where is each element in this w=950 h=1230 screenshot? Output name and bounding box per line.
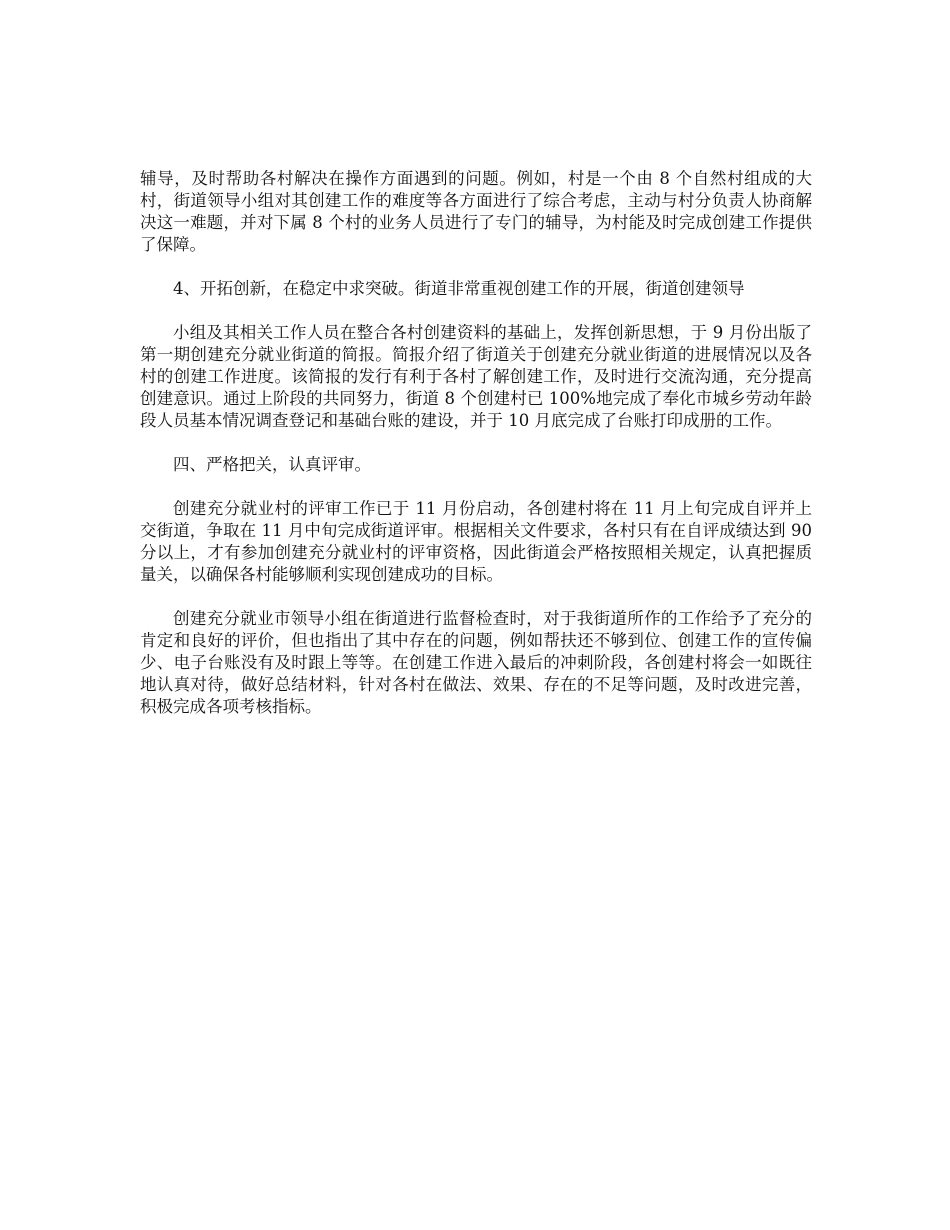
document-body (140, 168, 812, 740)
paragraph-2: 4、开拓创新，在稳定中求突破。街道非常重视创建工作的开展，街道创建领导 (173, 279, 745, 298)
section-heading: 四、严格把关，认真评审。 (173, 455, 371, 474)
paragraph-4: 创建充分就业村的评审工作已于 11 月份启动，各创建村将在 11 月上旬完成自评并上交街道，争取在 11 月中旬完成街道评审。根据相关文件要求，各村只有在自评成绩达到 90 分以上，才有参加创建充分就业村的评审资格，因此街道会严格按照相关规定，认真把握质量关，以确保各村能够顺利实现创建成功的目标。 (140, 499, 812, 584)
paragraph-5: 创建充分就业市领导小组在街道进行监督检查时，对于我街道所作的工作给予了充分的肯定和良好的评价，但也指出了其中存在的问题，例如帮扶还不够到位、创建工作的宣传偏少、电子台账没有及时跟上等等。在创建工作进入最后的冲刺阶段，各创建村将会一如既往地认真对待，做好总结材料，针对各村在做法、效果、存在的不足等问题，及时改进完善，积极完成各项考核指标。 (140, 609, 812, 716)
paragraph-3: 小组及其相关工作人员在整合各村创建资料的基础上，发挥创新思想，于 9 月份出版了第一期创建充分就业街道的简报。简报介绍了街道关于创建充分就业街道的进展情况以及各村的创建工作进度。该简报的发行有利于各村了解创建工作，及时进行交流沟通，充分提高创建意识。通过上阶段的共同努力，街道 8 个创建村已 100%地完成了奉化市城乡劳动年龄段人员基本情况调查登记和基础台账的建设，并于 10 月底完成了台账打印成册的工作。 (140, 323, 812, 430)
paragraph-1: 辅导，及时帮助各村解决在操作方面遇到的问题。例如，村是一个由 8 个自然村组成的大村，街道领导小组对其创建工作的难度等各方面进行了综合考虑，主动与村分负责人协商解决这一难题，并对下属 8 个村的业务人员进行了专门的辅导，为村能及时完成创建工作提供了保障。 (140, 169, 812, 254)
